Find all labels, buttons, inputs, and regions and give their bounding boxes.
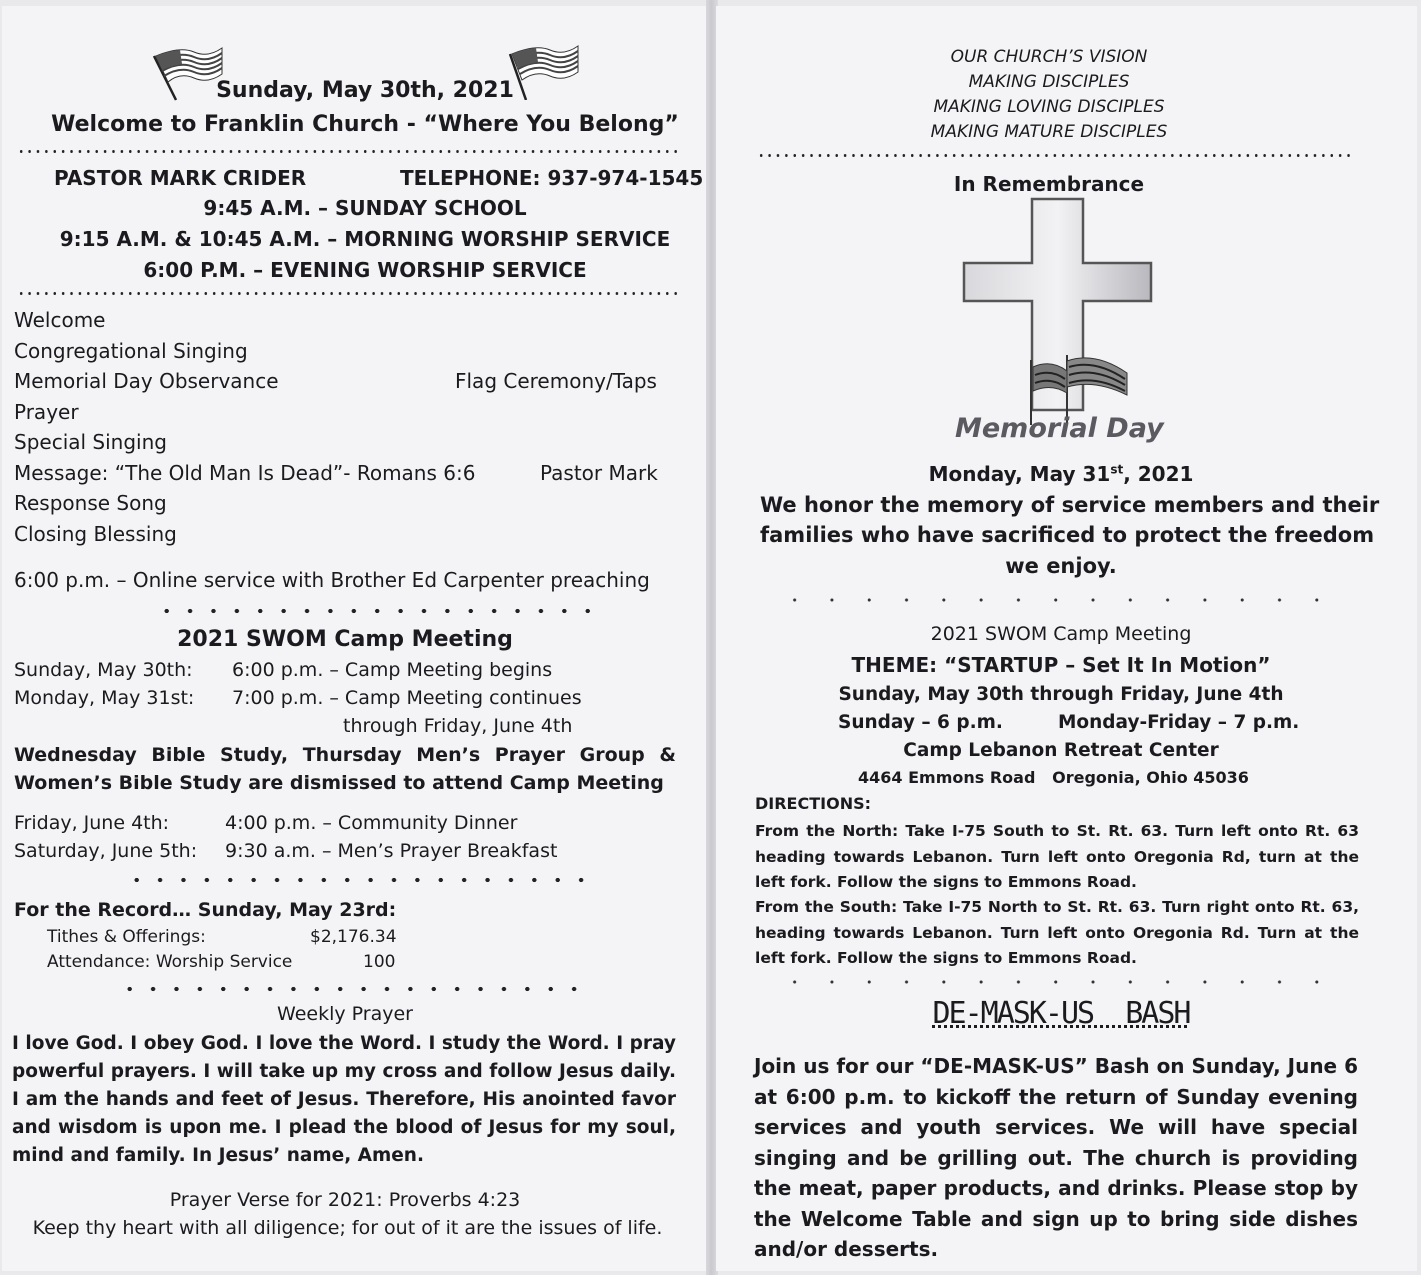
dotted-divider — [125, 877, 593, 883]
camp-meeting-title: 2021 SWOM Camp Meeting — [177, 627, 513, 652]
remembrance-title: In Remembrance — [953, 172, 1145, 196]
prayer-verse-title: Prayer Verse for 2021: Proverbs 4:23 — [169, 1189, 521, 1211]
order-item: Special Singing — [14, 430, 167, 454]
dismissed-note: Wednesday Bible Study, Thursday Men’s Prayer Group & Women’s Bible Study are dismissed to attend Camp Meeting — [14, 744, 676, 794]
order-item: Prayer — [14, 400, 79, 424]
dotted-divider — [118, 986, 586, 992]
online-service-note: 6:00 p.m. – Online service with Brother Ed Carpenter preaching — [14, 568, 650, 592]
event-day: Saturday, June 5th: — [14, 840, 198, 862]
dotted-divider — [155, 608, 595, 614]
camp-event: 7:00 p.m. – Camp Meeting continues — [232, 687, 582, 709]
camp-day: Sunday, May 30th: — [14, 659, 193, 681]
honor-text-line: We honor the memory of service members and their — [760, 493, 1380, 517]
demask-bash-text: Join us for our “DE-MASK-US” Bash on Sunday, June 6 at 6:00 p.m. to kickoff the return of Sunday evening services and youth services. We will have special singing and be grilling out. The church is providing the meat, paper products, and drinks. Please stop by the Welcome Table and sign up to bring side dishes and/or desserts. — [754, 1054, 1358, 1261]
order-item: Response Song — [14, 491, 167, 515]
order-item: Message: “The Old Man Is Dead”- Romans 6:6 — [14, 461, 476, 485]
order-item: Memorial Day Observance — [14, 369, 279, 393]
demask-bash-title: DE-MASK-US BASH — [932, 996, 1190, 1031]
event-description: 9:30 a.m. – Men’s Prayer Breakfast — [225, 840, 558, 862]
camp-dates: Sunday, May 30th through Friday, June 4th — [838, 684, 1284, 705]
honor-text-line: we enjoy. — [1005, 554, 1117, 578]
morning-worship-time: 9:15 A.M. & 10:45 A.M. – MORNING WORSHIP SERVICE — [59, 227, 671, 251]
camp-venue: Camp Lebanon Retreat Center — [903, 740, 1219, 761]
dotted-divider — [17, 292, 679, 295]
order-item: Closing Blessing — [14, 522, 177, 546]
dotted-divider — [776, 598, 1336, 602]
camp-time-weekday: Monday-Friday – 7 p.m. — [1058, 712, 1300, 733]
order-note: Flag Ceremony/Taps — [455, 369, 657, 393]
camp-theme: THEME: “STARTUP – Set It In Motion” — [851, 653, 1271, 677]
church-telephone: TELEPHONE: 937-974-1545 — [400, 166, 704, 190]
camp-address: 4464 Emmons Road Oregonia, Ohio 45036 — [858, 768, 1249, 787]
camp-time-sunday: Sunday – 6 p.m. — [838, 712, 1003, 733]
vision-line: OUR CHURCH’S VISION — [950, 47, 1148, 67]
dotted-divider — [757, 154, 1354, 157]
dotted-divider — [776, 980, 1336, 984]
sunday-school-time: 9:45 A.M. – SUNDAY SCHOOL — [203, 196, 527, 220]
vision-line: MAKING MATURE DISCIPLES — [930, 122, 1168, 142]
bulletin-date: Sunday, May 30th, 2021 — [216, 78, 514, 103]
camp-meeting-title-right: 2021 SWOM Camp Meeting — [930, 623, 1192, 645]
event-description: 4:00 p.m. – Community Dinner — [225, 812, 518, 834]
weekly-prayer-title: Weekly Prayer — [277, 1003, 413, 1025]
directions-south: From the South: Take I-75 North to St. Rt. 63. Turn right onto Rt. 63, heading towards Lebanon. Turn left onto Oregonia Rd. Turn at the left fork. Follow the signs to Emmons Road. — [755, 898, 1359, 967]
camp-day: Monday, May 31st: — [14, 687, 195, 709]
memorial-cross-icon — [955, 195, 1160, 450]
order-item: Congregational Singing — [14, 339, 248, 363]
directions-north: From the North: Take I-75 South to St. Rt. 63. Turn left onto Rt. 63 heading towards Lebanon. Turn left onto Oregonia Rd, turn at the left fork. Follow the signs to Emmons Road. — [755, 822, 1359, 891]
welcome-heading: Welcome to Franklin Church - “Where You Belong” — [51, 112, 679, 137]
event-day: Friday, June 4th: — [14, 812, 170, 834]
record-value: $2,176.34 — [310, 927, 397, 947]
vision-line: MAKING LOVING DISCIPLES — [933, 97, 1165, 117]
vision-line: MAKING DISCIPLES — [968, 72, 1130, 92]
order-item: Welcome — [14, 308, 106, 332]
record-label: Attendance: Worship Service — [47, 952, 293, 972]
order-note: Pastor Mark — [540, 461, 658, 485]
weekly-prayer-text: I love God. I obey God. I love the Word. I study the Word. I pray powerful prayers. I will take up my cross and follow Jesus daily. I am the hands and feet of Jesus. Therefore, His anointed favor and wisdom is upon me. I plead the blood of Jesus for my soul, mind and family. In Jesus’ name, Amen. — [12, 1033, 676, 1166]
prayer-verse-text: Keep thy heart with all diligence; for out of it are the issues of life. — [32, 1217, 663, 1239]
memorial-date: Monday, May 31st, 2021 — [928, 462, 1194, 486]
directions-label: DIRECTIONS: — [755, 794, 872, 813]
memorial-day-label: Memorial Day — [955, 413, 1164, 444]
dotted-divider — [17, 150, 679, 153]
camp-event: 6:00 p.m. – Camp Meeting begins — [232, 659, 553, 681]
honor-text-line: families who have sacrificed to protect the freedom — [760, 523, 1375, 547]
record-title: For the Record… Sunday, May 23rd: — [14, 899, 397, 921]
evening-worship-time: 6:00 P.M. – EVENING WORSHIP SERVICE — [143, 258, 587, 282]
record-label: Tithes & Offerings: — [47, 927, 206, 947]
pastor-name: PASTOR MARK CRIDER — [54, 166, 307, 190]
record-value: 100 — [363, 952, 396, 972]
camp-continued: through Friday, June 4th — [343, 715, 573, 737]
